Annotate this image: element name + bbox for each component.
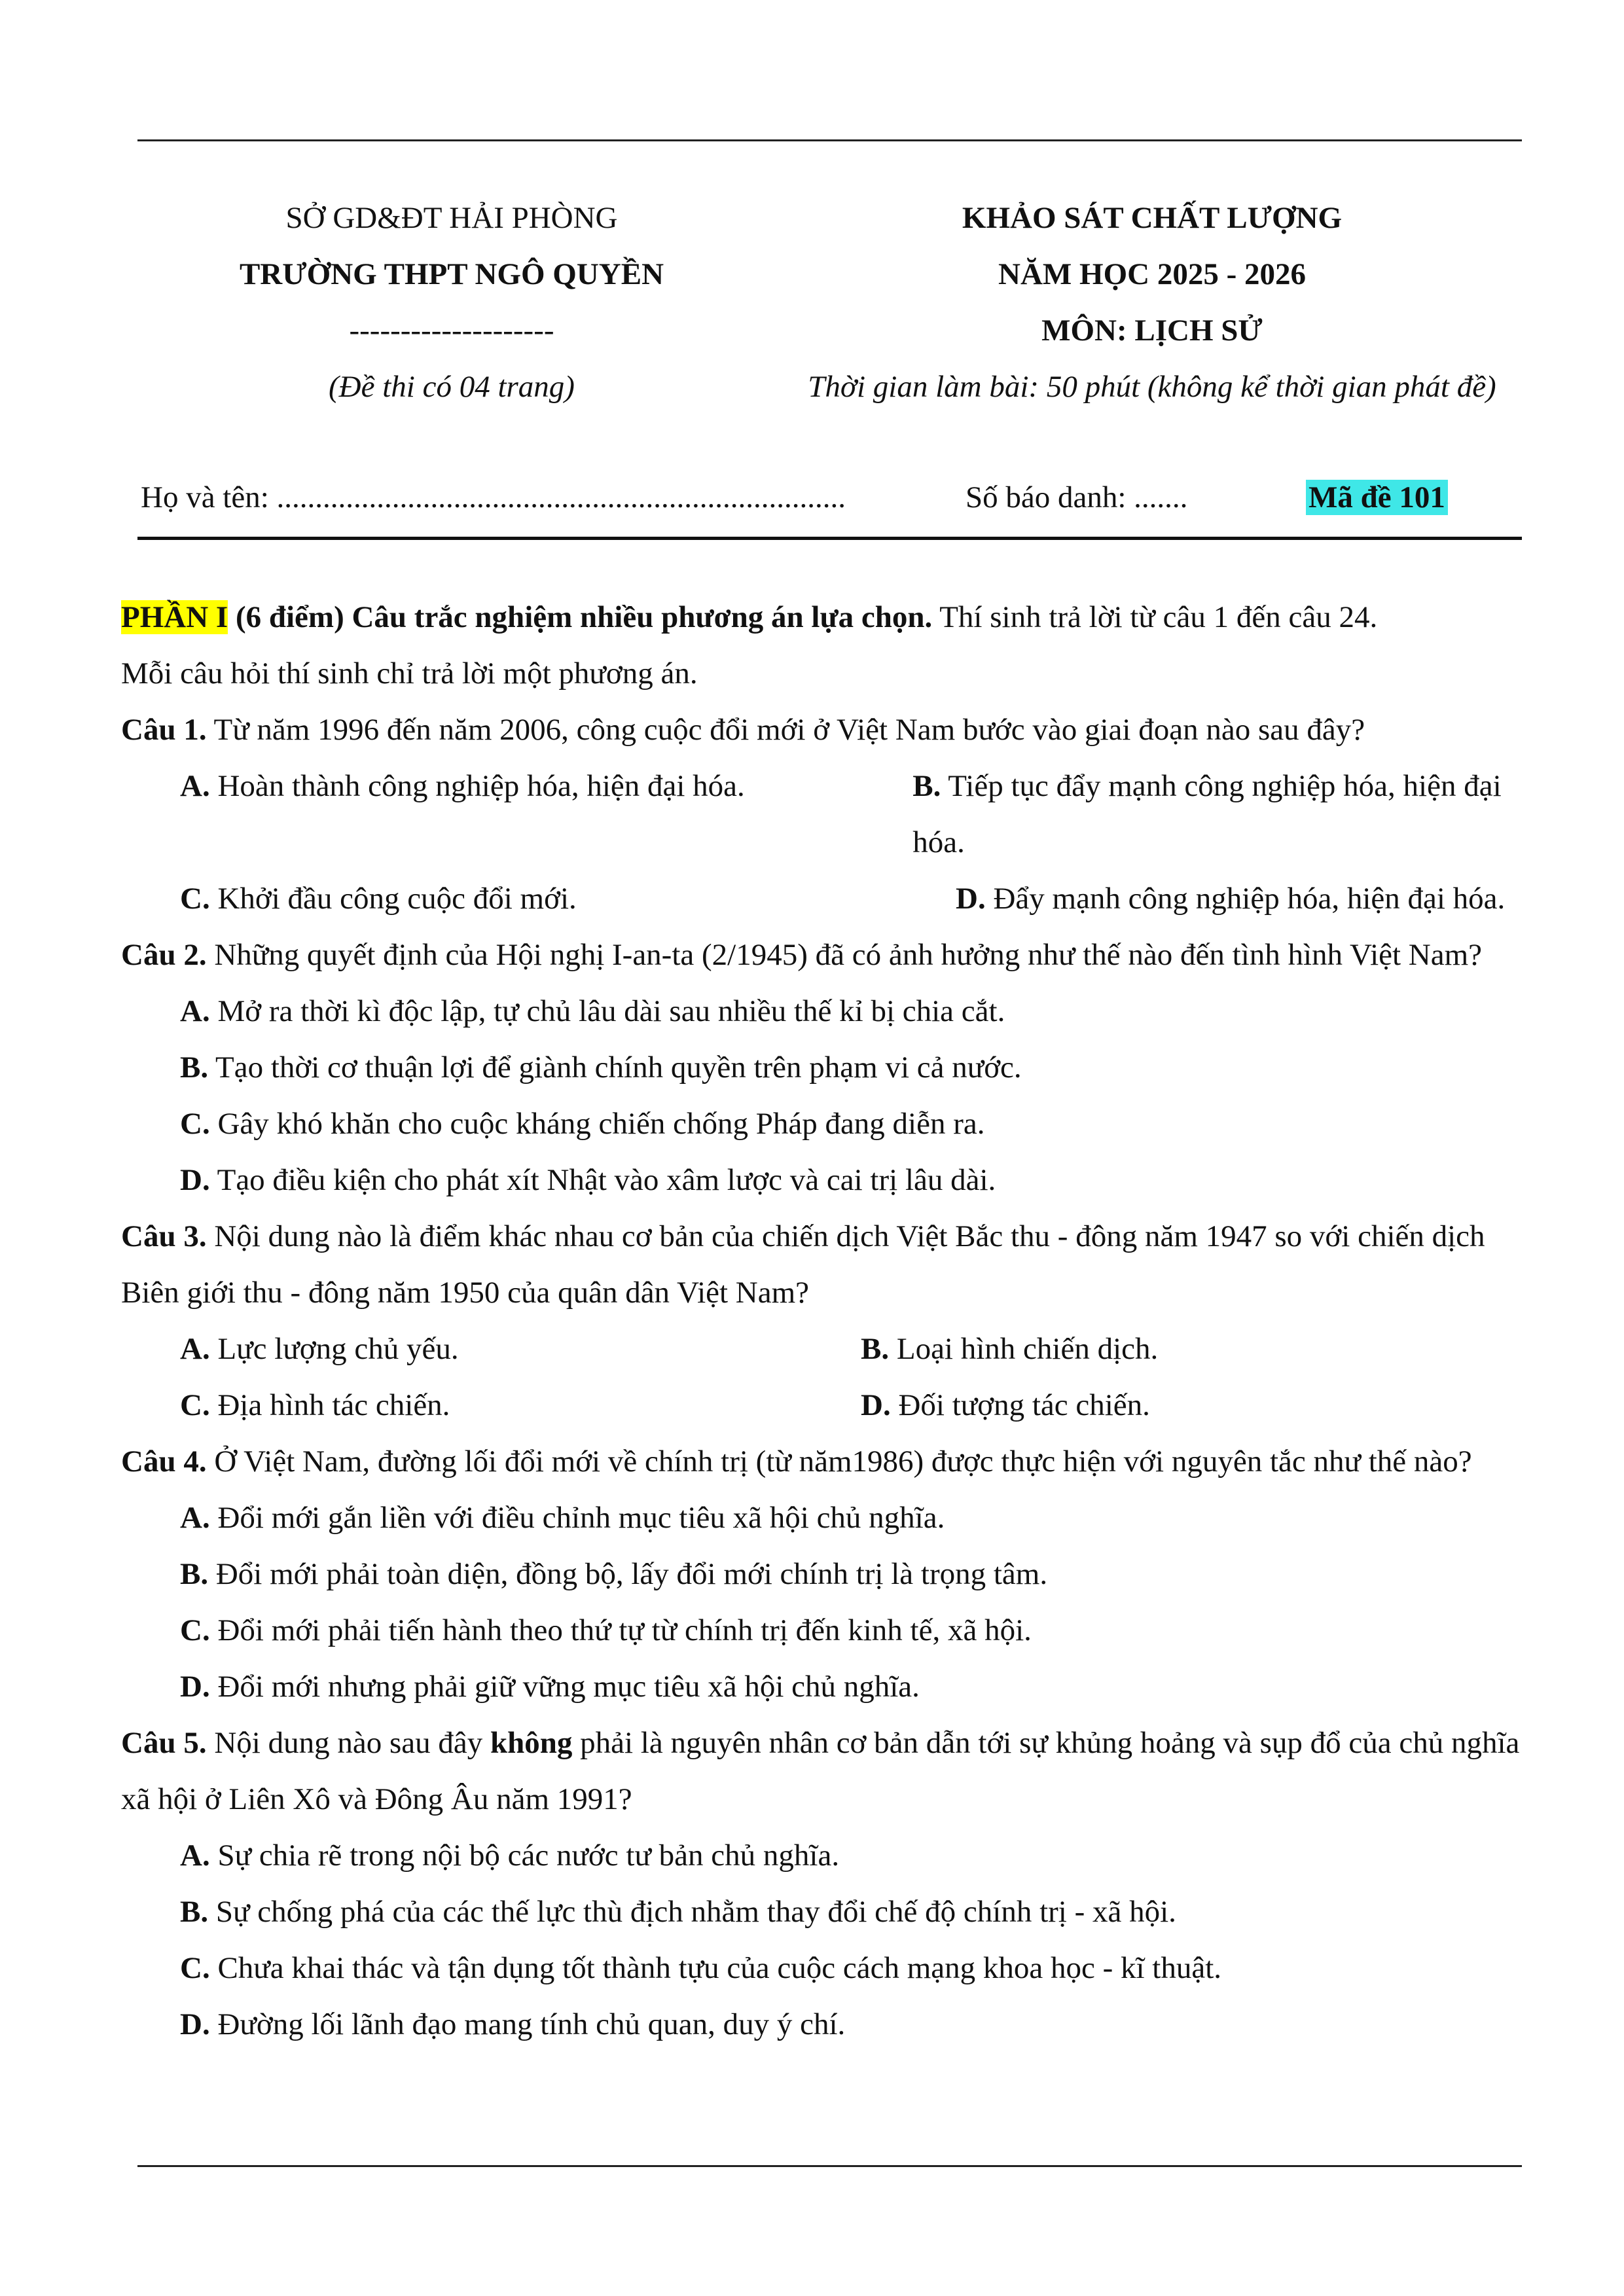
option-key: A. <box>180 994 210 1028</box>
option-b <box>121 1546 1525 1602</box>
option-key: C. <box>180 1951 210 1985</box>
option-key: B. <box>180 1050 209 1085</box>
option-key: D. <box>180 2007 210 2041</box>
top-divider <box>137 139 1522 141</box>
option-a <box>180 1321 861 1377</box>
option-b <box>121 1884 1525 1940</box>
option-text: Sự chia rẽ trong nội bộ các nước tư bản chủ nghĩa. <box>209 1839 840 1873</box>
question-3 <box>121 1208 1525 1321</box>
option-key: A. <box>180 769 210 803</box>
option-d <box>861 1377 1150 1433</box>
option-key: B. <box>861 1332 890 1366</box>
header-bottom-rule <box>137 537 1522 540</box>
section-heading <box>121 589 1525 645</box>
question-5 <box>121 1715 1525 1827</box>
option-key: B. <box>180 1895 209 1929</box>
option-a <box>121 983 1525 1039</box>
option-key: B. <box>912 769 941 803</box>
time-limit: Thời gian làm bài: 50 phút (không kể thời gian phát đề) <box>808 370 1496 404</box>
option-text: Đổi mới phải tiến hành theo thứ tự từ chính trị đến kinh tế, xã hội. <box>209 1613 1032 1647</box>
option-text: Hoàn thành công nghiệp hóa, hiện đại hóa. <box>209 769 745 803</box>
option-key: B. <box>180 1557 209 1591</box>
option-text: Lực lượng chủ yếu. <box>209 1332 459 1366</box>
subject: MÔN: LỊCH SỬ <box>1041 314 1263 348</box>
student-name-field: Họ và tên: .......................................................................... <box>141 480 846 514</box>
question-3-options-row-2 <box>121 1377 1525 1433</box>
option-key: A. <box>180 1839 210 1873</box>
question-number: Câu 4. <box>121 1444 207 1479</box>
option-text: Loại hình chiến dịch. <box>889 1332 1159 1366</box>
option-text: Tạo thời cơ thuận lợi để giành chính quyền trên phạm vi cả nước. <box>208 1050 1022 1085</box>
option-key: D. <box>956 882 986 916</box>
option-c <box>121 1940 1525 1996</box>
exam-content <box>121 589 1525 2053</box>
option-a <box>121 1490 1525 1546</box>
student-id-field: Số báo danh: ....... <box>965 480 1188 514</box>
option-text: Đổi mới nhưng phải giữ vững mục tiêu xã hội chủ nghĩa. <box>209 1670 920 1704</box>
question-3-options-row-1 <box>121 1321 1525 1377</box>
question-number: Câu 2. <box>121 938 207 972</box>
section-instruction-2: Mỗi câu hỏi thí sinh chỉ trả lời một phương án. <box>121 656 698 691</box>
option-text: Tạo điều kiện cho phát xít Nhật vào xâm lược và cai trị lâu dài. <box>209 1163 996 1197</box>
school-header <box>92 190 812 415</box>
option-key: C. <box>180 1613 210 1647</box>
question-number: Câu 5. <box>121 1726 207 1760</box>
option-text: Đẩy mạnh công nghiệp hóa, hiện đại hóa. <box>985 882 1506 916</box>
option-key: C. <box>180 882 210 916</box>
option-text: Chưa khai thác và tận dụng tốt thành tựu của cuộc cách mạng khoa học - kĩ thuật. <box>209 1951 1222 1985</box>
section-title: PHẦN I <box>121 600 228 634</box>
page-count-note: (Đề thi có 04 trang) <box>329 370 575 404</box>
school-year: NĂM HỌC 2025 - 2026 <box>998 257 1306 291</box>
question-number: Câu 3. <box>121 1219 207 1253</box>
question-text: Những quyết định của Hội nghị I-an-ta (2/1945) đã có ảnh hưởng như thế nào đến tình hình Việt Nam? <box>206 938 1483 972</box>
question-text: Từ năm 1996 đến năm 2006, công cuộc đổi mới ở Việt Nam bước vào giai đoạn nào sau đây? <box>206 713 1365 747</box>
exam-code-badge: Mã đề 101 <box>1306 480 1448 515</box>
option-text: Đổi mới phải toàn diện, đồng bộ, lấy đổi mới chính trị là trọng tâm. <box>208 1557 1048 1591</box>
option-a <box>180 758 912 870</box>
option-c <box>180 1377 861 1433</box>
question-emphasis: không <box>490 1726 573 1760</box>
option-c <box>180 870 956 927</box>
option-text: Đổi mới gắn liền với điều chỉnh mục tiêu xã hội chủ nghĩa. <box>209 1501 945 1535</box>
question-text: Ở Việt Nam, đường lối đổi mới về chính trị (từ năm1986) được thực hiện với nguyên tắc như thế nào? <box>206 1444 1472 1479</box>
question-text-rest: phải là nguyên nhân cơ bản dẫn tới sự khủng hoảng và sụp đổ của chủ nghĩa xã hội ở Liên Xô và Đông Âu năm 1991? <box>121 1726 1520 1816</box>
option-d <box>121 1659 1525 1715</box>
option-text: Gây khó khăn cho cuộc kháng chiến chống Pháp đang diễn ra. <box>209 1107 985 1141</box>
option-c <box>121 1602 1525 1659</box>
option-key: D. <box>180 1670 210 1704</box>
question-1-options-row-1 <box>121 758 1525 870</box>
section-instruction: Thí sinh trả lời từ câu 1 đến câu 24. <box>932 600 1378 634</box>
option-d <box>121 1996 1525 2053</box>
option-d <box>956 870 1505 927</box>
option-text: Khởi đầu công cuộc đổi mới. <box>209 882 577 916</box>
option-text: Mở ra thời kì độc lập, tự chủ lâu dài sau nhiều thế kỉ bị chia cắt. <box>209 994 1005 1028</box>
option-text: Địa hình tác chiến. <box>209 1388 450 1422</box>
question-1-options-row-2 <box>121 870 1525 927</box>
question-1 <box>121 702 1525 758</box>
student-info-line <box>141 480 1522 526</box>
option-key: A. <box>180 1332 210 1366</box>
option-a <box>121 1827 1525 1884</box>
question-number: Câu 1. <box>121 713 207 747</box>
header-separator: -------------------- <box>349 314 554 348</box>
question-2 <box>121 927 1525 983</box>
option-c <box>121 1096 1525 1152</box>
option-b <box>121 1039 1525 1096</box>
bottom-divider <box>137 2165 1522 2167</box>
option-text: Sự chống phá của các thế lực thù địch nhằm thay đổi chế độ chính trị - xã hội. <box>208 1895 1176 1929</box>
option-b <box>912 758 1525 870</box>
option-key: D. <box>180 1163 210 1197</box>
question-text: Nội dung nào sau đây <box>206 1726 490 1760</box>
option-key: C. <box>180 1388 210 1422</box>
option-key: D. <box>861 1388 891 1422</box>
exam-header <box>759 190 1545 415</box>
section-points: (6 điểm) Câu trắc nghiệm nhiều phương án lựa chọn. <box>228 600 933 634</box>
option-key: A. <box>180 1501 210 1535</box>
option-d <box>121 1152 1525 1208</box>
option-b <box>861 1321 1158 1377</box>
question-4 <box>121 1433 1525 1490</box>
option-text: Đường lối lãnh đạo mang tính chủ quan, duy ý chí. <box>209 2007 846 2041</box>
option-text: Đối tượng tác chiến. <box>890 1388 1150 1422</box>
option-text: Tiếp tục đẩy mạnh công nghiệp hóa, hiện đại hóa. <box>912 769 1502 859</box>
question-text: Nội dung nào là điểm khác nhau cơ bản của chiến dịch Việt Bắc thu - đông năm 1947 so với chiến dịch Biên giới thu - đông năm 1950 của quân dân Việt Nam? <box>121 1219 1485 1310</box>
exam-title: KHẢO SÁT CHẤT LƯỢNG <box>962 201 1343 235</box>
school-name: TRƯỜNG THPT NGÔ QUYỀN <box>239 257 664 291</box>
option-key: C. <box>180 1107 210 1141</box>
department-name: SỞ GD&ĐT HẢI PHÒNG <box>285 201 618 235</box>
